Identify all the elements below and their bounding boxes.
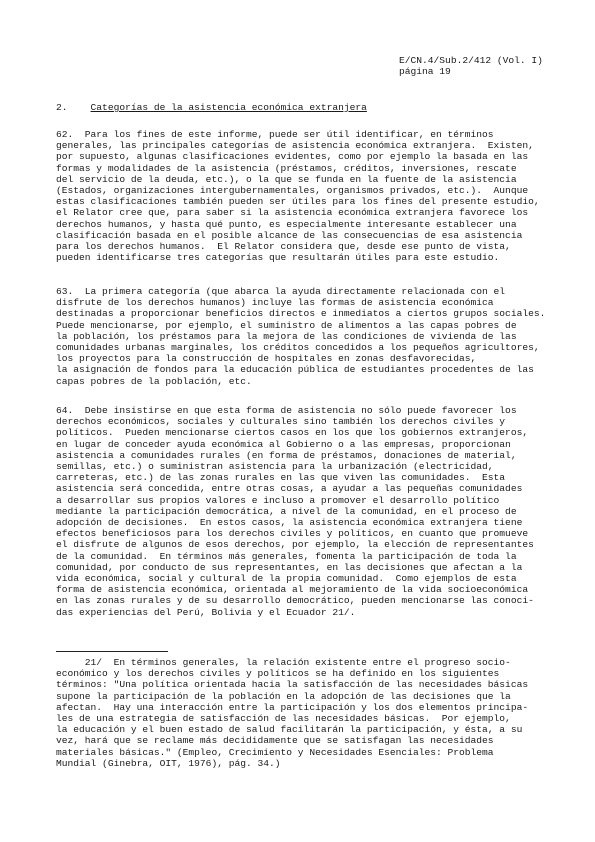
text-line: el disfrute de algunos de esos derechos, por ejemplo, la elección de representantes xyxy=(56,539,534,551)
paragraph-64 xyxy=(56,405,556,618)
text-line: mediante la participación democrática, a nivel de la comunidad, en el proceso de xyxy=(56,505,517,517)
text-line: adopción de decisiones. En estos casos, la asistencia económica extranjera tiene xyxy=(56,517,523,529)
text-line: la población, los préstamos para la mejora de las condiciones de vivienda de las xyxy=(56,330,517,342)
footnote-line: materiales básicas." (Empleo, Crecimiento y Necesidades Esenciales: Problema xyxy=(56,746,494,758)
text-line: en lugar de conceder ayuda económica al Gobierno o a las empresas, proporcionan xyxy=(56,438,511,450)
section-number: 2. xyxy=(56,102,68,113)
text-line: clasificación basada en el posible alcance de las consecuencias de esa asistencia xyxy=(56,229,523,241)
text-line: semillas, etc.) o suministran asistencia para la urbanización (electricidad, xyxy=(56,461,494,473)
paragraph-62 xyxy=(56,129,556,263)
footnote-21 xyxy=(56,657,556,769)
text-line: políticos. Pueden mencionarse ciertos casos en los que los gobiernos extranjeros, xyxy=(56,427,529,439)
text-line: generales, las principales categorías de asistencia económica extranjera. Existen, xyxy=(56,140,534,152)
paragraph-63 xyxy=(56,286,556,387)
footnote-line: Mundial (Ginebra, OIT, 1976), pág. 34.) xyxy=(56,757,281,769)
footnote-line: términos: "Una política orientada hacia la satisfacción de las necesidades básicas xyxy=(56,679,529,691)
text-line: derechos económicos, sociales y culturales sino también los derechos civiles y xyxy=(56,416,506,428)
text-line: de la comunidad. En términos más generales, fomenta la participación de toda la xyxy=(56,550,517,562)
text-line: 63. La primera categoría (que abarca la ayuda directamente relacionada con el xyxy=(56,286,506,297)
text-line: el Relator cree que, para saber si la asistencia económica extranjera favorece los xyxy=(56,207,529,219)
text-line: 62. Para los fines de este informe, puede ser útil identificar, en términos xyxy=(56,129,494,140)
text-line: das experiencias del Perú, Bolivia y el Ecuador 21/. xyxy=(56,606,356,618)
section-title: Categorías de la asistencia económica extranjera xyxy=(90,102,367,113)
text-line: disfrute de los derechos humanos) incluye las formas de asistencia económica xyxy=(56,297,494,309)
text-line: asistencia será concedida, entre otras cosas, a ayudar a las pequeñas comunidades xyxy=(56,483,523,495)
text-line: comunidad, por conducto de sus representantes, en las decisiones que afectan a la xyxy=(56,561,523,573)
text-line: destinadas a proporcionar beneficios directos e inmediatos a ciertos grupos sociales. xyxy=(56,308,546,320)
text-line: derechos humanos, y hasta qué punto, es especialmente interesante establecer una xyxy=(56,218,517,230)
section-heading xyxy=(56,102,367,113)
page-header xyxy=(399,55,589,77)
text-line: comunidades urbanas marginales, los créditos concedidos a los pequeños agricultores, xyxy=(56,342,540,354)
text-line: por supuesto, algunas clasificaciones evidentes, como por ejemplo la basada en las xyxy=(56,151,529,163)
text-line: formas y modalidades de la asistencia (préstamos, créditos, inversiones, rescate xyxy=(56,162,517,174)
text-line: 64. Debe insistirse en que esta forma de asistencia no sólo puede favorecer los xyxy=(56,405,517,416)
footnote-line: la educación y el buen estado de salud facilitarán la participación, y ésta, a su xyxy=(56,724,523,736)
footnote-line: económico y los derechos civiles y políticos se ha definido en los siguientes xyxy=(56,668,500,680)
text-line: a desarrollar sus propios valores e incluso a promover el desarrollo político xyxy=(56,494,500,506)
text-line: para los derechos humanos. El Relator considera que, desde ese punto de vista, xyxy=(56,241,511,253)
footnote-divider xyxy=(56,651,168,652)
text-line: efectos beneficiosos para los derechos civiles y políticos, en cuanto que promueve xyxy=(56,528,529,540)
text-line: asistencia a comunidades rurales (en forma de préstamos, donaciones de material, xyxy=(56,449,517,461)
text-line: en las zonas rurales y de su desarrollo democrático, pueden mencionarse las conoci- xyxy=(56,595,534,607)
footnote-line: les de una estrategia de satisfacción de las necesidades básicas. Por ejemplo, xyxy=(56,713,511,725)
text-line: forma de asistencia económica, orientada al mejoramiento de la vida socioeconómica xyxy=(56,584,529,596)
text-line: vida económica, social y cultural de la propia comunidad. Como ejemplos de esta xyxy=(56,573,517,585)
footnote-line: supone la participación de la población en la adopción de las decisiones que la xyxy=(56,690,511,702)
text-line: pueden identificarse tres categorías que resultarán útiles para este estudio. xyxy=(56,252,500,264)
text-line: los proyectos para la construcción de hospitales en zonas desfavorecidas, xyxy=(56,353,477,365)
text-line: del servicio de la deuda, etc.), o la que se funda en la fuente de la asistencia xyxy=(56,173,517,185)
text-line: la asignación de fondos para la educación pública de estudiantes procedentes de las xyxy=(56,364,534,376)
text-line: (Estados, organizaciones intergubernamentales, organismos privados, etc.). Aunque xyxy=(56,185,529,197)
footnote-line: 21/ En términos generales, la relación existente entre el progreso socio- xyxy=(56,657,511,668)
text-line: carreteras, etc.) de las zonas rurales en las que viven las comunidades. Esta xyxy=(56,472,506,484)
text-line: estas clasificaciones también pueden ser útiles para los fines del presente estudio, xyxy=(56,196,540,208)
text-line: Puede mencionarse, por ejemplo, el suministro de alimentos a las capas pobres de xyxy=(56,319,517,331)
footnote-line: afectan. Hay una interacción entre la participación y los dos elementos principa- xyxy=(56,701,529,713)
footnote-line: vez, hará que se reclame más decididamente que se satisfagan las necesidades xyxy=(56,735,494,747)
page-number: página 19 xyxy=(399,66,451,78)
document-reference: E/CN.4/Sub.2/412 (Vol. I) xyxy=(399,55,543,66)
text-line: capas pobres de la población, etc. xyxy=(56,375,252,387)
